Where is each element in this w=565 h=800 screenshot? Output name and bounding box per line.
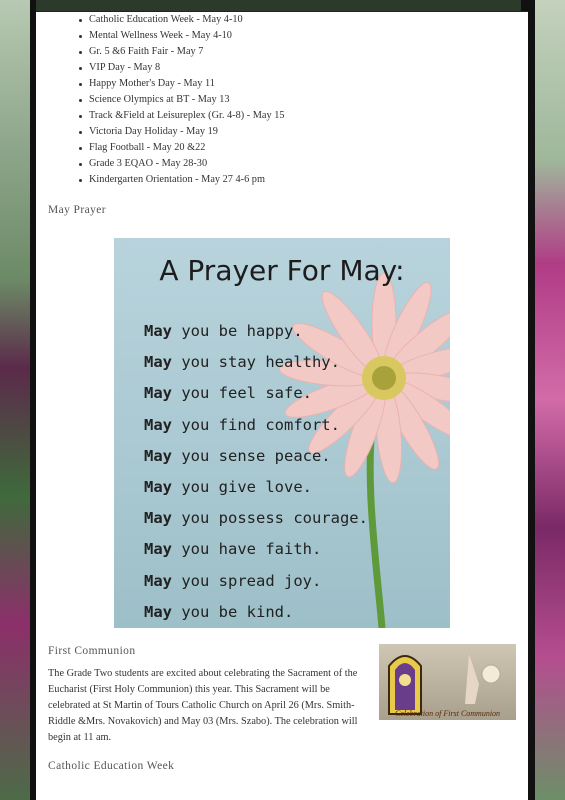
catholic-education-week-heading: Catholic Education Week [48, 760, 175, 772]
prayer-line: May you find comfort. [144, 415, 340, 434]
prayer-line: May you feel safe. [144, 384, 312, 403]
list-item: Happy Mother's Day - May 11 [79, 76, 285, 92]
list-item: Mental Wellness Week - May 4-10 [79, 28, 285, 44]
newsletter-page [36, 12, 528, 800]
background-right [529, 0, 565, 800]
prayer-line: May you stay healthy. [144, 353, 340, 372]
list-item: Grade 3 EQAO - May 28-30 [79, 156, 285, 172]
list-item: Gr. 5 &6 Faith Fair - May 7 [79, 44, 285, 60]
list-item: Flag Football - May 20 &22 [79, 140, 285, 156]
first-communion-heading: First Communion [48, 645, 136, 657]
list-item: Catholic Education Week - May 4-10 [79, 12, 285, 28]
prayer-poster [114, 238, 450, 628]
list-item: Victoria Day Holiday - May 19 [79, 124, 285, 140]
prayer-line: May you be happy. [144, 322, 303, 340]
prayer-line: May you give love. [144, 478, 312, 497]
list-item: VIP Day - May 8 [79, 60, 285, 76]
prayer-line: May you sense peace. [144, 446, 331, 465]
prayer-line: May you possess courage. [144, 509, 368, 528]
background-left [0, 0, 36, 800]
list-item: Track &Field at Leisureplex (Gr. 4-8) - May 15 [79, 108, 285, 124]
prayer-line: May you be kind. [144, 602, 294, 621]
list-item: Kindergarten Orientation - May 27 4-6 pm [79, 172, 285, 188]
first-communion-body: The Grade Two students are excited about celebrating the Sacrament of the Eucharist (First Holy Communion) this year. This Sacrament will be celebrated at St Martin of Tours Catholic Church on April 26 (Mrs. Smith-Riddle &Mrs. Novakovich) and May 03 (Mrs. Szabo). The celebration will begin at 11 am. [48, 668, 358, 743]
communion-image [379, 644, 516, 720]
events-list [69, 12, 285, 188]
prayer-line: May you have faith. [144, 540, 322, 559]
prayer-lines [144, 316, 368, 628]
poster-title: A Prayer For May: [159, 254, 405, 287]
image-caption: Celebration of First Communion [394, 709, 501, 718]
prayer-line: May you spread joy. [144, 571, 322, 590]
list-item: Science Olympics at BT - May 13 [79, 92, 285, 108]
may-prayer-heading: May Prayer [48, 204, 106, 216]
